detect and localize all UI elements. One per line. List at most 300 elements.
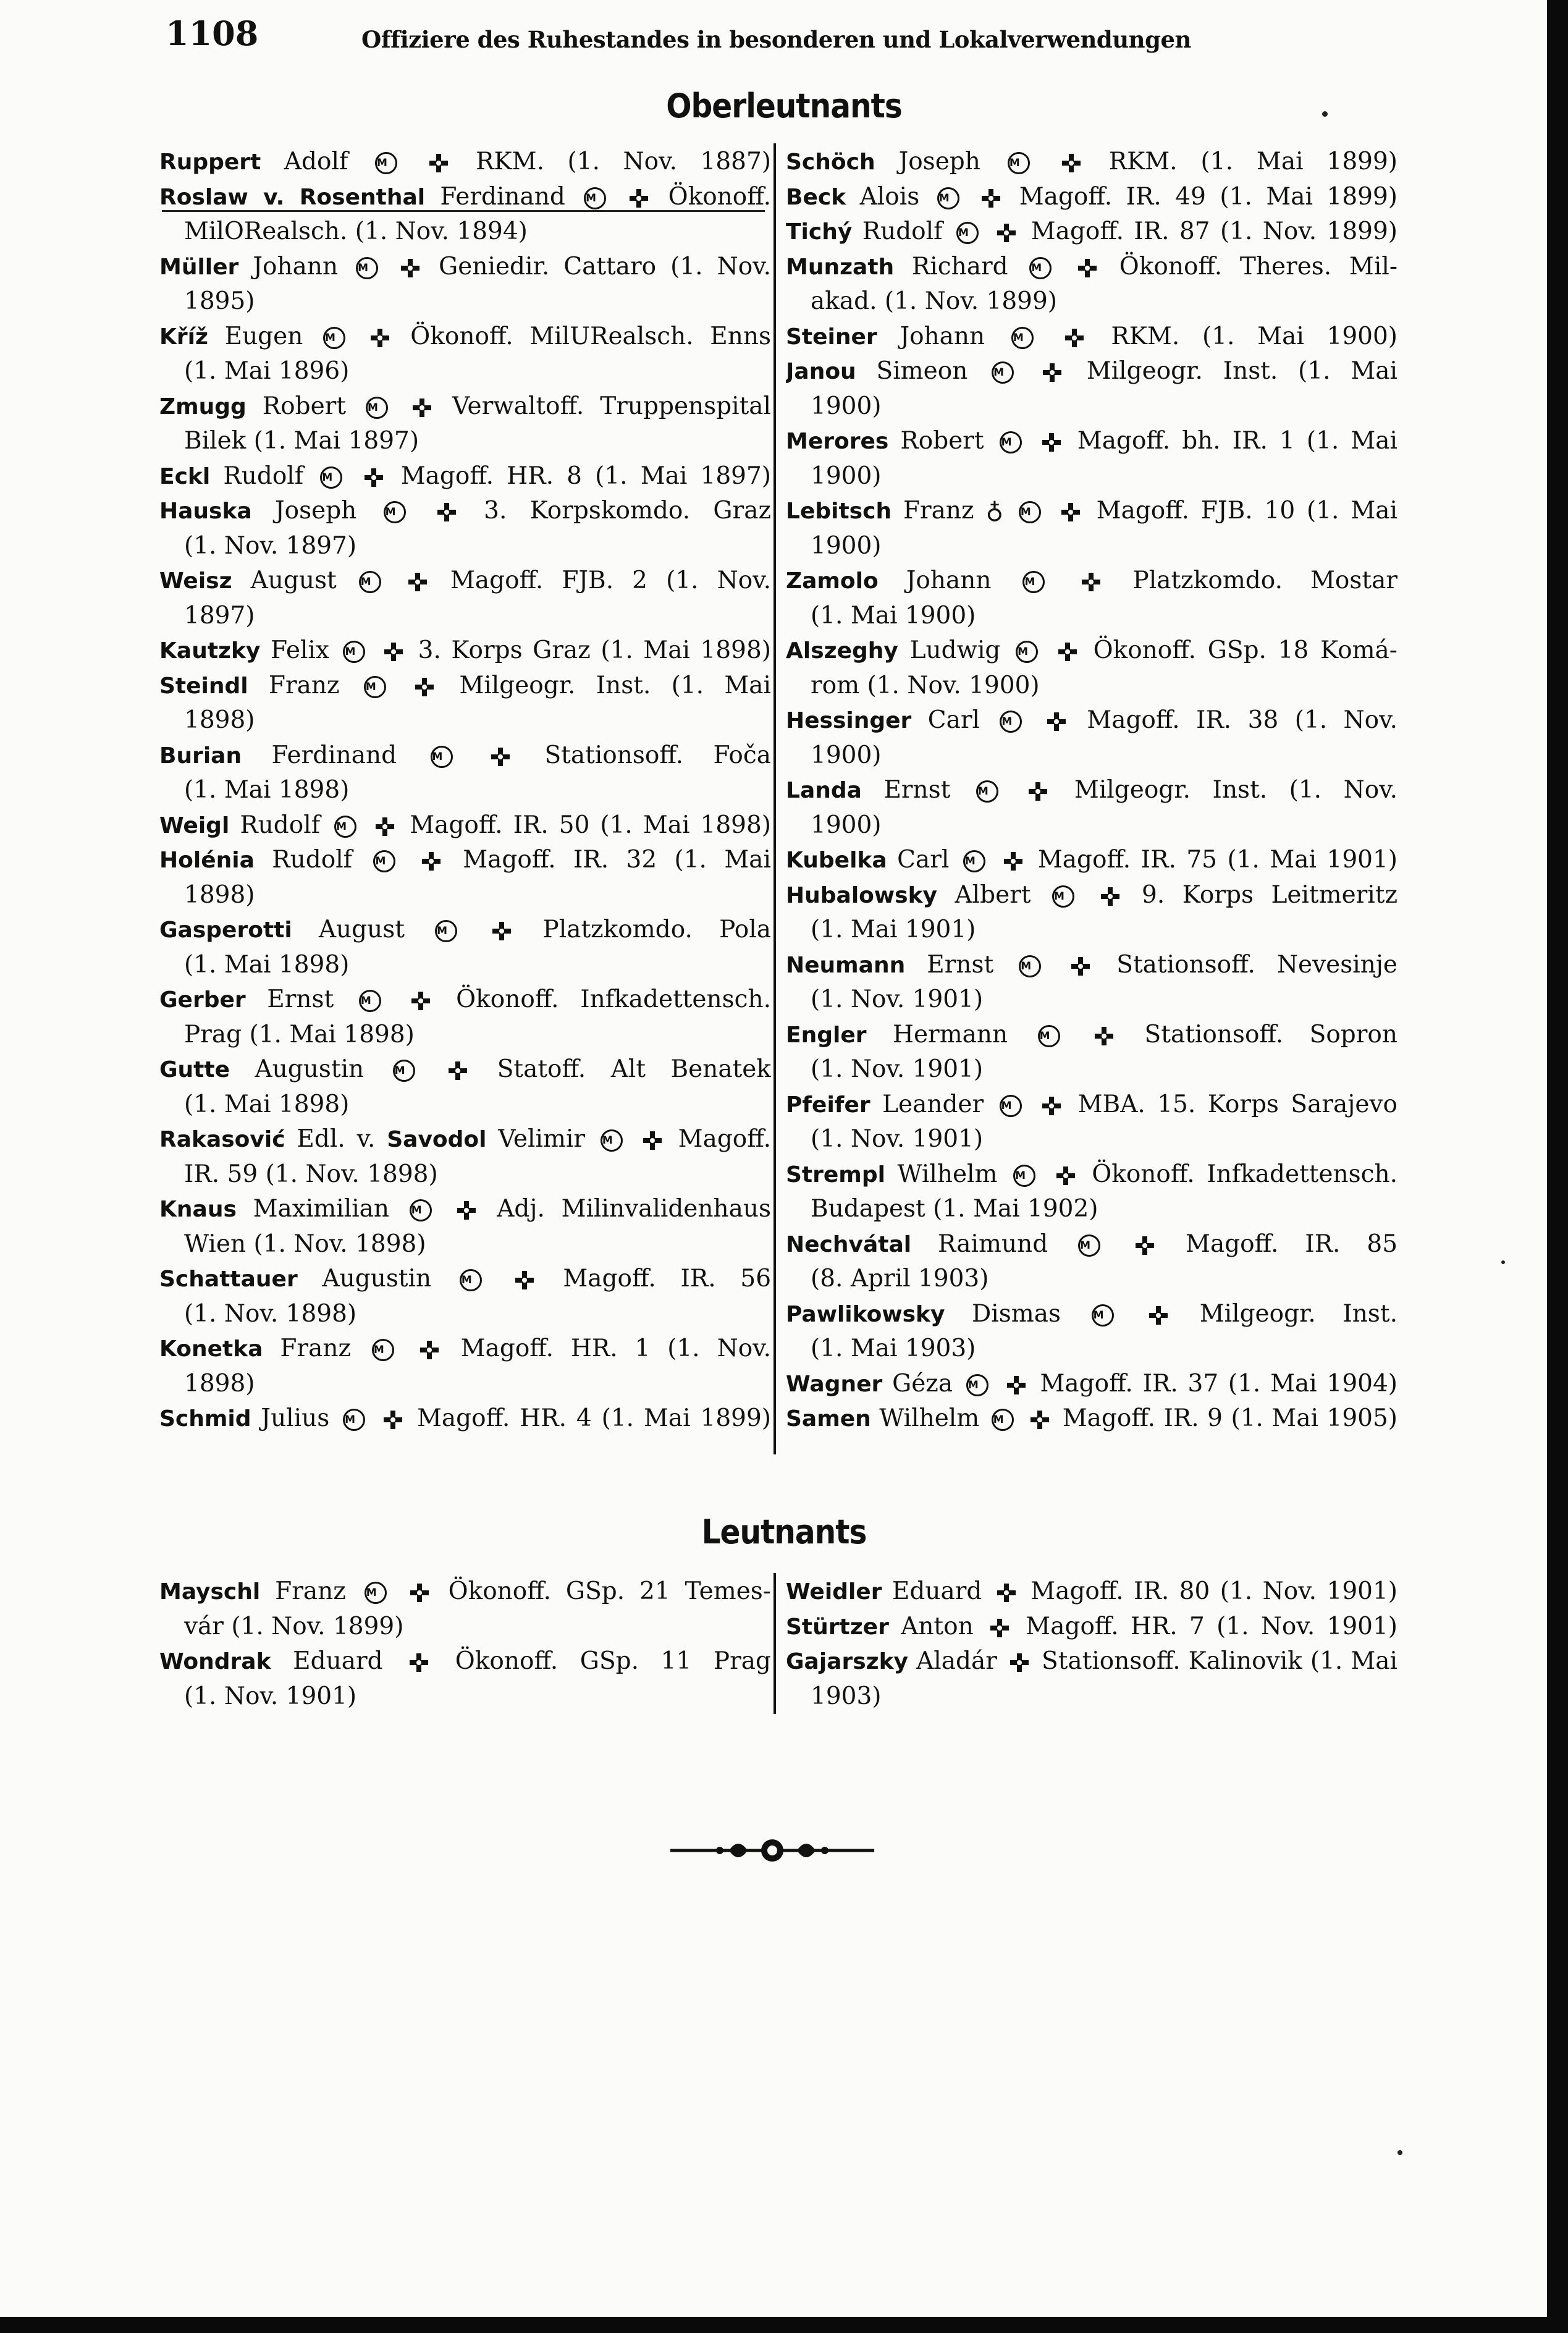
medal-m-icon: M: [323, 327, 345, 349]
column-divider: [773, 143, 776, 1454]
officer-entry: [159, 982, 771, 1052]
entry-text: Ökonoff. MilURealsch. Enns: [394, 322, 771, 350]
entry-text: Bilek (1. Mai 1897): [184, 427, 419, 455]
military-cross-icon: [1042, 362, 1063, 383]
officer-surname: Merores: [786, 429, 889, 454]
entry-text: [1026, 706, 1042, 734]
military-cross-icon: [447, 1060, 468, 1081]
medal-m-icon: M: [372, 1339, 394, 1361]
entry-text: [461, 916, 487, 943]
entry-text: Franz: [263, 1335, 368, 1362]
medal-m-icon: M: [343, 641, 365, 663]
entry-text: Magoff. IR. 85: [1159, 1230, 1397, 1258]
medal-m-icon: M: [435, 920, 457, 942]
officer-surname: Müller: [159, 254, 239, 280]
officer-surname: Gasperotti: [159, 918, 292, 943]
medal-m-icon: M: [976, 780, 998, 803]
entry-text: Carl: [887, 846, 959, 874]
entry-text: [1078, 881, 1096, 909]
entry-text: Verwaltoff. Truppenspital: [436, 392, 771, 420]
officer-surname: Munzath: [786, 254, 895, 280]
entry-text: Stationsoff. Nevesinje: [1095, 950, 1397, 979]
entry-text: [410, 497, 432, 525]
entry-text: Magoff. IR. 80 (1. Nov. 1901): [1020, 1577, 1397, 1605]
medal-m-icon: M: [359, 571, 381, 593]
military-cross-icon: [374, 816, 395, 837]
entry-text: [1064, 1021, 1090, 1048]
entry-text: Ökonoff. Infkadettensch.: [1079, 1160, 1397, 1188]
entry-text: Milgeogr. Inst. (1. Mai: [1066, 357, 1397, 385]
entry-text: [1118, 1300, 1145, 1328]
entry-continuation-line: [786, 738, 1397, 774]
entry-text: (1. Nov. 1897): [184, 531, 357, 560]
officer-entry: [159, 633, 771, 669]
scan-border-bottom: [0, 2317, 1568, 2333]
entry-first-line: [159, 1192, 771, 1227]
entry-first-line: [786, 494, 1397, 529]
entry-first-line: [786, 773, 1397, 808]
entry-text: Hermann: [866, 1020, 1034, 1048]
medal-m-icon: M: [1019, 501, 1041, 523]
military-cross-icon: [1148, 1305, 1169, 1326]
military-cross-icon: [1009, 1652, 1030, 1673]
entry-text: (1. Mai 1896): [184, 357, 350, 385]
officer-surname: Hubalowsky: [786, 882, 937, 908]
entry-first-line: [159, 738, 771, 774]
officer-surname: Rakasović: [159, 1127, 285, 1152]
entry-continuation-line: [159, 284, 771, 319]
entry-text: Franz ♁: [891, 497, 1015, 525]
entry-text: [392, 392, 408, 420]
medal-m-icon: M: [1022, 571, 1045, 593]
entry-text: 1900): [811, 741, 882, 769]
entry-first-line: [786, 1227, 1397, 1262]
entry-continuation-line: [159, 214, 771, 250]
entry-text: [1002, 776, 1024, 804]
entry-text: Magoff. FJB. 10 (1. Mai: [1084, 497, 1397, 525]
entry-continuation-line: [159, 1609, 771, 1645]
officer-entry: [786, 633, 1397, 703]
entry-continuation-line: [159, 703, 771, 738]
medal-m-icon: M: [1000, 1095, 1022, 1117]
entry-text: Augustin: [297, 1265, 456, 1293]
officer-entry: [786, 319, 1397, 355]
entry-text: Magoff. HR. 8 (1. Mai 1897): [387, 462, 771, 490]
military-cross-icon: [369, 327, 390, 348]
entry-first-line: [786, 1087, 1397, 1123]
entry-text: Eugen: [208, 322, 319, 350]
medal-m-icon: M: [1029, 257, 1052, 279]
oberleutnants-right-column: [786, 145, 1397, 1437]
officer-surname: Wondrak: [159, 1649, 271, 1674]
entry-text: Ludwig: [898, 636, 1013, 664]
military-cross-icon: [407, 572, 428, 593]
entry-text: Maximilian: [236, 1195, 406, 1223]
entry-continuation-line: [159, 1157, 771, 1192]
entry-text: 1900): [811, 811, 882, 839]
entry-text: Aladár: [908, 1647, 1005, 1675]
officer-surname: Zmugg: [159, 394, 247, 420]
entry-text: Wilhelm: [885, 1160, 1010, 1188]
entry-continuation-line: [786, 599, 1397, 634]
entry-text: (8. April 1903): [811, 1265, 989, 1293]
entry-text: [360, 811, 371, 839]
entry-text: Rudolf: [254, 846, 370, 874]
entry-text: [385, 567, 403, 594]
entry-text: [419, 1055, 444, 1083]
entry-text: akad. (1. Nov. 1899): [811, 287, 1057, 315]
medal-m-icon: M: [334, 816, 356, 838]
scan-speck: [1322, 111, 1328, 117]
entry-text: Carl: [911, 706, 997, 734]
entry-text: [992, 1370, 1002, 1398]
entry-text: [1026, 427, 1037, 455]
officer-surname: Steiner: [786, 324, 877, 350]
entry-text: Rudolf: [229, 811, 331, 839]
entry-text: Ferdinand: [242, 741, 427, 769]
entry-text: 1900): [811, 462, 882, 490]
entry-text: Robert: [246, 392, 362, 420]
entry-text: [610, 183, 625, 211]
officer-surname: Kautzky: [159, 638, 261, 664]
officer-surname: Zamolo: [786, 568, 879, 594]
officer-entry: [786, 1018, 1397, 1087]
entry-text: Johann: [878, 567, 1019, 594]
entry-text: Stationsoff. Kalinovik (1. Mai: [1033, 1647, 1397, 1675]
entry-first-line: [159, 1331, 771, 1367]
entry-continuation-line: [786, 1679, 1397, 1715]
entry-text: Joseph: [251, 497, 380, 525]
entry-text: [1018, 357, 1038, 385]
entry-continuation-line: [159, 599, 771, 634]
officer-entry: [159, 1262, 771, 1331]
entry-text: Franz: [260, 1577, 361, 1605]
officer-entry: [786, 843, 1397, 878]
entry-text: Alois: [846, 182, 934, 211]
entry-text: 1895): [184, 287, 255, 315]
medal-m-icon: M: [956, 222, 979, 244]
entry-text: [1104, 1230, 1131, 1258]
medal-m-icon: M: [1092, 1304, 1114, 1327]
officer-entry: [159, 738, 771, 808]
entry-text: Simeon: [856, 357, 988, 385]
entry-text: Johann: [238, 252, 353, 281]
entry-text: Velimir: [486, 1125, 597, 1153]
military-cross-icon: [1041, 1095, 1062, 1116]
entry-text: 1898): [184, 706, 255, 734]
officer-surname: Hauska: [159, 499, 252, 524]
running-head: Offiziere des Ruhestandes in besonderen und Lokalverwendungen: [361, 26, 1191, 53]
officer-entry: [159, 669, 771, 738]
officer-entry: [159, 843, 771, 913]
entry-continuation-line: [786, 284, 1397, 319]
military-cross-icon: [1057, 641, 1078, 662]
entry-first-line: [786, 1157, 1397, 1192]
officer-entry: [159, 494, 771, 563]
entry-text: (1. Mai 1898): [184, 1090, 350, 1118]
entry-text: [1042, 636, 1053, 664]
scan-speck: [1397, 2150, 1402, 2155]
entry-text: Eduard: [271, 1647, 405, 1675]
officer-surname: Gerber: [159, 987, 246, 1013]
entry-text: Rudolf: [210, 462, 317, 490]
medal-m-icon: M: [356, 257, 378, 279]
officer-surname: Tichý: [786, 219, 853, 245]
military-cross-icon: [1134, 1235, 1155, 1256]
entry-text: 1898): [184, 880, 255, 909]
medal-m-icon: M: [384, 501, 406, 523]
entry-continuation-line: [786, 1331, 1397, 1367]
medal-m-icon: M: [937, 187, 959, 209]
entry-continuation-line: [159, 773, 771, 808]
entry-text: August: [292, 916, 432, 943]
entry-text: Eduard: [882, 1577, 992, 1605]
officer-surname: Eckl: [159, 463, 211, 489]
entry-text: Adolf: [261, 148, 371, 175]
entry-first-line: [786, 354, 1397, 389]
officer-surname: Weigl: [159, 812, 230, 838]
entry-text: RKM. (1. Nov. 1887): [452, 148, 771, 175]
entry-first-line: [159, 494, 771, 529]
medal-m-icon: M: [1011, 327, 1034, 349]
military-cross-icon: [642, 1130, 663, 1151]
officer-entry: [786, 1574, 1397, 1609]
entry-text: Milgeogr. Inst. (1. Mai: [439, 671, 771, 699]
entry-text: IR. 59 (1. Nov. 1898): [184, 1160, 438, 1188]
entry-text: Ernst: [861, 776, 972, 804]
military-cross-icon: [980, 188, 1001, 209]
entry-text: Géza: [882, 1369, 963, 1398]
entry-continuation-line: [159, 948, 771, 983]
entry-first-line: [786, 214, 1397, 250]
military-cross-icon: [491, 921, 512, 942]
entry-text: Magoff. IR. 87 (1. Nov. 1899): [1021, 217, 1397, 245]
officer-entry: [786, 1227, 1397, 1297]
entry-first-line: [159, 913, 771, 948]
officer-entry: [159, 389, 771, 459]
military-cross-icon: [421, 851, 442, 872]
officer-surname: Gutte: [159, 1057, 230, 1082]
military-cross-icon: [996, 222, 1017, 243]
officer-entry: [159, 1052, 771, 1122]
entry-text: Joseph: [875, 148, 1004, 175]
officer-surname: Samen: [786, 1406, 871, 1432]
entry-continuation-line: [159, 1679, 771, 1715]
officer-entry: [159, 180, 771, 250]
entry-first-line: [786, 843, 1397, 878]
entry-text: [385, 985, 407, 1013]
medal-m-icon: M: [992, 361, 1014, 384]
entry-first-line: [159, 389, 771, 424]
entry-text: (1. Mai 1903): [811, 1335, 976, 1362]
entry-text: (1. Mai 1898): [184, 950, 350, 979]
entry-text: Adj. Milinvalidenhaus: [480, 1195, 771, 1223]
entry-text: Magoff. IR. 49 (1. Mai 1899): [1005, 182, 1397, 211]
military-cross-icon: [1094, 1026, 1115, 1047]
entry-text: Ökonoff. GSp. 11 Prag: [433, 1647, 771, 1675]
entry-first-line: [159, 1262, 771, 1297]
military-cross-icon: [1006, 1375, 1027, 1396]
entry-text: 3. Korps Graz (1. Mai 1898): [408, 636, 771, 664]
medal-m-icon: M: [1008, 152, 1030, 174]
entry-text: [1018, 1404, 1026, 1432]
officer-entry: [159, 1401, 771, 1437]
medal-m-icon: M: [364, 676, 386, 698]
officer-surname: Ruppert: [159, 150, 261, 175]
officer-surname: Roslaw v. Rosenthal: [159, 184, 426, 210]
entry-text: (1. Nov. 1898): [184, 1299, 357, 1328]
entry-text: Magoff. IR. 38 (1. Nov.: [1070, 706, 1397, 734]
entry-text: Leander: [870, 1090, 996, 1118]
entry-first-line: [786, 703, 1397, 738]
entry-text: Magoff. IR. 50 (1. Mai 1898): [399, 811, 771, 839]
entry-first-line: [159, 459, 771, 494]
entry-text: [369, 1404, 379, 1432]
officer-surname: Weidler: [786, 1579, 882, 1605]
officer-entry: [786, 1087, 1397, 1157]
underline-rule: [162, 210, 765, 212]
leutnants-left-column: [159, 1574, 771, 1714]
medal-m-icon: M: [601, 1129, 623, 1152]
entry-text: [390, 672, 410, 699]
entry-text: RKM. (1. Mai 1900): [1088, 322, 1397, 350]
military-cross-icon: [1064, 327, 1085, 348]
entry-text: [1045, 497, 1056, 525]
entry-text: Ökonoff. GSp. 21 Temes-: [433, 1577, 771, 1605]
medal-m-icon: M: [1016, 641, 1038, 663]
entry-text: [1037, 323, 1060, 350]
officer-surname: Weisz: [159, 568, 232, 594]
officer-entry: [159, 1122, 771, 1192]
officer-entry: [786, 1644, 1397, 1714]
entry-text: [963, 183, 977, 211]
entry-first-line: [786, 319, 1397, 355]
entry-text: Franz: [248, 671, 360, 699]
officer-surname: Neumann: [786, 952, 906, 978]
military-cross-icon: [363, 467, 384, 488]
officer-entry: [786, 1157, 1397, 1227]
officer-entry: [786, 1367, 1397, 1402]
military-cross-icon: [409, 1582, 430, 1603]
entry-text: [1039, 1160, 1052, 1188]
entry-text: Platzkomdo. Mostar: [1105, 567, 1397, 594]
entry-continuation-line: [786, 529, 1397, 564]
entry-text: Magoff. IR. 56: [538, 1265, 771, 1293]
military-cross-icon: [428, 153, 449, 174]
entry-continuation-line: [786, 1262, 1397, 1297]
military-cross-icon: [1029, 1409, 1050, 1430]
entry-text: Julius: [251, 1404, 340, 1432]
entry-first-line: [786, 180, 1397, 215]
military-cross-icon: [414, 677, 435, 698]
entry-first-line: [786, 424, 1397, 459]
military-cross-icon: [1041, 432, 1062, 453]
officer-surname: Schmid: [159, 1406, 251, 1432]
entry-first-line: [786, 1401, 1397, 1437]
entry-text: Anton: [888, 1612, 985, 1640]
officer-surname: Holénia: [159, 848, 255, 873]
military-cross-icon: [989, 1618, 1010, 1639]
medal-m-icon: M: [365, 1582, 387, 1604]
entry-text: 1903): [811, 1682, 882, 1710]
medal-m-icon: M: [431, 746, 453, 768]
entry-text: [1045, 951, 1066, 979]
officer-surname: Burian: [159, 743, 242, 769]
officer-surname: Engler: [786, 1022, 867, 1048]
entry-continuation-line: [159, 529, 771, 564]
entry-text: (1. Nov. 1901): [811, 1055, 984, 1083]
entry-continuation-line: [159, 1227, 771, 1262]
officer-surname: Gajarszky: [786, 1649, 909, 1674]
entry-text: (1. Mai 1900): [811, 601, 976, 630]
entry-text: [401, 148, 424, 175]
ornament-divider-icon: [667, 1835, 877, 1866]
entry-text: RKM. (1. Mai 1899): [1085, 148, 1397, 175]
leutnants-right-column: [786, 1574, 1397, 1714]
entry-text: [346, 462, 359, 490]
officer-entry: [786, 494, 1397, 563]
entry-text: [457, 741, 486, 769]
medal-m-icon: M: [393, 1060, 415, 1082]
medal-m-icon: M: [410, 1199, 432, 1221]
entry-text: [1026, 1091, 1037, 1118]
military-cross-icon: [1070, 956, 1091, 977]
officer-entry: [159, 1574, 771, 1644]
entry-text: MilORealsch. (1. Nov. 1894): [184, 217, 528, 245]
entry-text: Albert: [937, 880, 1049, 909]
entry-text: Rudolf: [852, 217, 953, 245]
entry-text: vár (1. Nov. 1899): [184, 1612, 404, 1640]
entry-continuation-line: [786, 808, 1397, 843]
entry-first-line: [786, 1574, 1397, 1609]
entry-continuation-line: [786, 1192, 1397, 1227]
officer-entry: [786, 1401, 1397, 1437]
officer-entry: [786, 250, 1397, 319]
entry-text: Magoff. FJB. 2 (1. Nov.: [431, 567, 771, 594]
officer-entry: [786, 773, 1397, 843]
medal-m-icon: M: [359, 990, 381, 1012]
officer-entry: [159, 319, 771, 389]
military-cross-icon: [410, 990, 431, 1011]
military-cross-icon: [436, 502, 457, 523]
entry-text: [486, 1265, 510, 1293]
medal-m-icon: M: [343, 1409, 365, 1431]
entry-continuation-line: [786, 389, 1397, 424]
entry-continuation-line: [786, 1122, 1397, 1157]
military-cross-icon: [490, 746, 511, 767]
officer-entry: [159, 459, 771, 494]
military-cross-icon: [382, 1409, 403, 1430]
entry-continuation-line: [159, 1087, 771, 1123]
entry-text: [1034, 148, 1057, 175]
military-cross-icon: [1055, 1165, 1076, 1186]
entry-text: Stationsoff. Sopron: [1118, 1020, 1397, 1048]
officer-entry: [786, 424, 1397, 494]
entry-first-line: [786, 1609, 1397, 1645]
entry-text: August: [232, 567, 355, 594]
entry-text: Statoff. Alt Benatek: [472, 1055, 771, 1083]
entry-text: Magoff. IR. 32 (1. Mai: [445, 846, 771, 874]
entry-first-line: [159, 1052, 771, 1087]
officer-entry: [159, 913, 771, 982]
entry-text: Wien (1. Nov. 1898): [184, 1230, 426, 1258]
entry-text: Ökonoff.: [653, 182, 771, 211]
military-cross-icon: [996, 1582, 1017, 1603]
entry-text: (1. Nov. 1901): [184, 1682, 357, 1710]
entry-first-line: [159, 982, 771, 1018]
military-cross-icon: [1060, 502, 1081, 523]
officer-surname: Nechvátal: [786, 1231, 912, 1257]
